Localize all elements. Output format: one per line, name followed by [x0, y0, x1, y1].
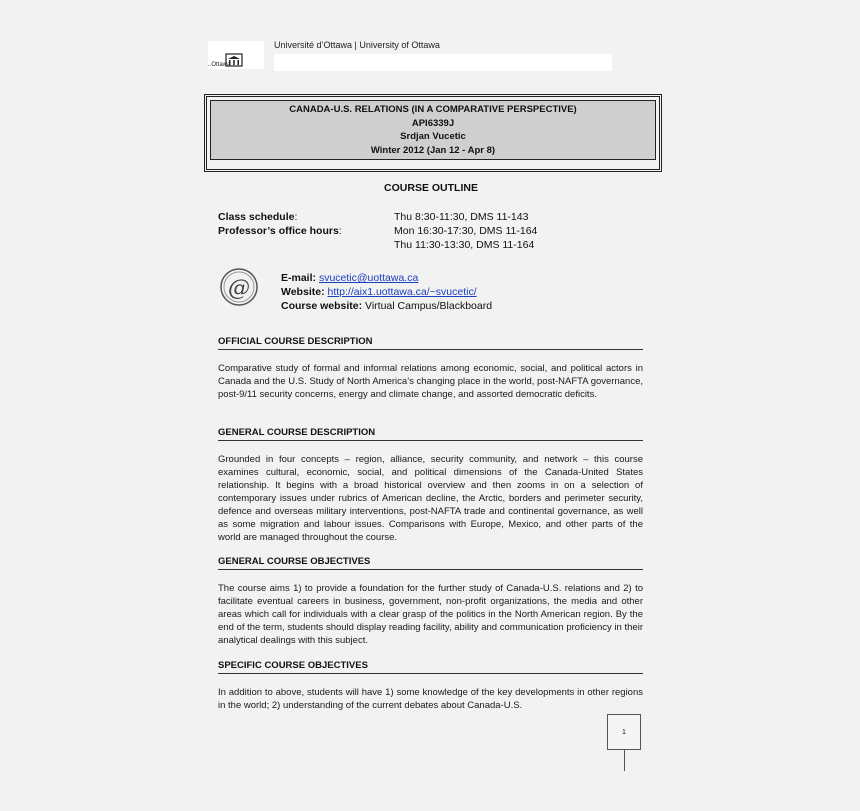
professor-name: Srdjan Vucetic	[400, 131, 466, 142]
section-body: Comparative study of formal and informal relations among economic, social, and political actors in Canada and the U.S. Study of North America’s changing place in the world, post-NAFTA governance, post-9/11 security concerns, energy and climate change, and assorted democratic deficits.	[218, 363, 643, 400]
website-label: Website:	[281, 286, 325, 298]
university-name: Université d’Ottawa | University of Ottawa	[274, 40, 440, 50]
email-label: E-mail:	[281, 272, 317, 284]
section-body: Grounded in four concepts – region, alliance, security community, and network – this course examines cultural, economic, social, and political dimensions of the Canada-United States relationship. It begins with a broad historical overview and then zooms in on a selection of contemporary issues under rubrics of American decline, the Arctic, borders and perimeter security, defence and overseas military interventions, post-NAFTA trade and continental governance, as well as some migration and labour issues. Comparisons with Europe, Mexico, and other parts of the world are managed throughout the course.	[218, 454, 643, 543]
svg-text:@: @	[228, 276, 250, 301]
page-number-divider	[624, 749, 625, 771]
document-page	[200, 30, 662, 790]
course-code: API6339J	[411, 117, 455, 129]
header-bar	[274, 54, 612, 71]
logo-caption: ..Ottawa	[208, 62, 231, 68]
section-title: SPECIFIC COURSE OBJECTIVES	[218, 660, 643, 674]
course-title: CANADA-U.S. RELATIONS (IN A COMPARATIVE PERSPECTIVE)	[289, 104, 577, 115]
page-number: 1	[607, 714, 641, 750]
specific-objectives-section	[218, 660, 643, 712]
official-description-section	[218, 336, 643, 401]
course-website-value: Virtual Campus/Blackboard	[365, 300, 493, 312]
section-title: GENERAL COURSE OBJECTIVES	[218, 556, 643, 570]
section-title: GENERAL COURSE DESCRIPTION	[218, 427, 643, 441]
contact-block	[281, 271, 492, 313]
section-body: The course aims 1) to provide a foundation for the further study of Canada-U.S. relations and 2) to facilitate eventual careers in business, government, non-profit organizations, the media and other areas which call for individuals with a clear grasp of the politics in the North American region. By the end of the term, students should display reading facility, ability and communication proficiency in their analytical dealings with this subject.	[218, 583, 643, 646]
section-body: In addition to above, students will have 1) some knowledge of the key developments in other regions in the world; 2) understanding of the current debates about Canada-U.S.	[218, 687, 643, 711]
general-description-section	[218, 427, 643, 544]
website-link[interactable]: http://aix1.uottawa.ca/~svucetic/	[327, 286, 477, 298]
general-objectives-section	[218, 556, 643, 647]
office-hours-value-2: Thu 11:30-13:30, DMS 11-164	[394, 239, 535, 251]
section-title: OFFICIAL COURSE DESCRIPTION	[218, 336, 643, 350]
office-hours-value-1: Mon 16:30-17:30, DMS 11-164	[394, 225, 538, 237]
outline-heading: COURSE OUTLINE	[384, 182, 478, 194]
class-schedule-label: Class schedule	[218, 211, 295, 223]
office-hours-label: Professor’s office hours	[218, 225, 339, 237]
email-link[interactable]: svucetic@uottawa.ca	[318, 272, 419, 284]
course-title-box	[204, 94, 662, 172]
schedule-block: Class schedule: Thu 8:30-11:30, DMS 11-143 Professor’s office hours: Mon 16:30-17:30, DMS 11-164 Thu 11:30-13:30, DMS 11-164	[218, 211, 538, 251]
course-term: Winter 2012 (Jan 12 - Apr 8)	[370, 144, 496, 156]
at-sign-icon	[219, 267, 259, 307]
class-schedule-value: Thu 8:30-11:30, DMS 11-143	[394, 211, 529, 223]
course-website-label: Course website:	[281, 300, 363, 312]
